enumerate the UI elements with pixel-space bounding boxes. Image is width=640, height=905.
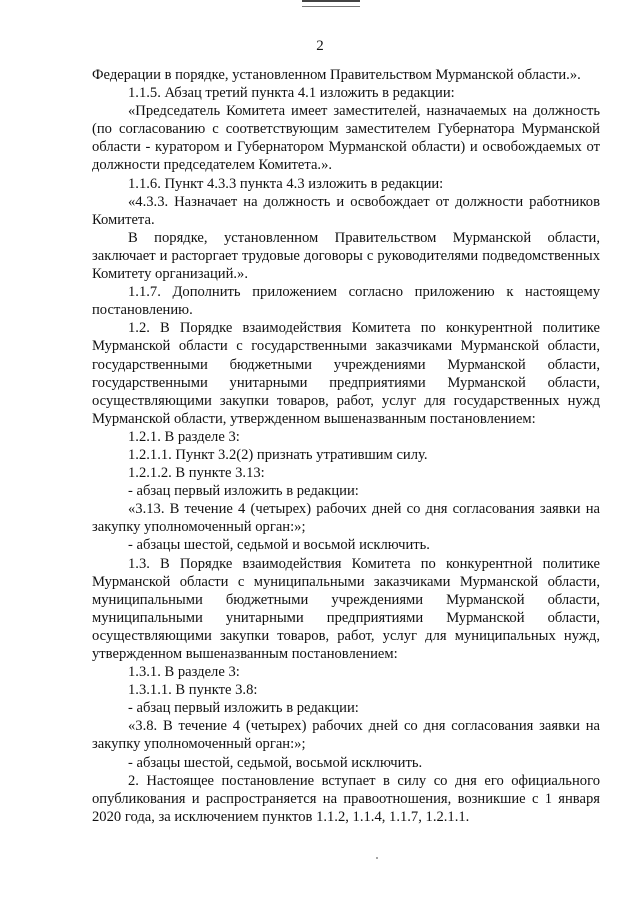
scan-artifact-mark — [302, 0, 360, 7]
paragraph-14: - абзацы шестой, седьмой и восьмой исключить. — [128, 537, 430, 554]
paragraph-11: 1.2.1.2. В пункте 3.13: — [128, 465, 265, 482]
paragraph-8: 1.2. В Порядке взаимодействия Комитета по конкурентной политике Мурманской области с государственными заказчиками Мурманской области, государственными бюджетными учреждениями Мурманской области, государственными унитарными предприятиями Мурманской области, осуществляющими закупки товаров, работ, услуг для государственных нужд Мурманской области, утвержденном вышеназванным постановлением: — [92, 320, 600, 427]
paragraph-12: - абзац первый изложить в редакции: — [128, 483, 359, 500]
paragraph-13: «3.13. В течение 4 (четырех) рабочих дней со дня согласования заявки на закупку уполномоченный орган:»; — [92, 501, 600, 536]
paragraph-17: 1.3.1.1. В пункте 3.8: — [128, 682, 258, 699]
paragraph-19: «3.8. В течение 4 (четырех) рабочих дней со дня согласования заявки на закупку уполномоченный орган:»; — [92, 718, 600, 753]
paragraph-10: 1.2.1.1. Пункт 3.2(2) признать утратившим силу. — [128, 446, 428, 463]
paragraph-6: В порядке, установленном Правительством Мурманской области, заключает и расторгает трудовые договоры с руководителями подведомственных Комитету организаций.». — [92, 229, 600, 283]
paragraph-15: 1.3. В Порядке взаимодействия Комитета по конкурентной политике Мурманской области с муниципальными заказчиками Мурманской области, муниципальными бюджетными учреждениями Мурманской области, муниципальными унитарными предприятиями Мурманской области, осуществляющими закупки товаров, работ, услуг для муниципальных нужд, утвержденном вышеназванным постановлением: — [92, 555, 600, 662]
paragraph-5: «4.3.3. Назначает на должность и освобождает от должности работников Комитета. — [92, 193, 600, 228]
paragraph-16: 1.3.1. В разделе 3: — [128, 664, 240, 681]
paragraph-1: Федерации в порядке, установленном Правительством Мурманской области.». — [92, 67, 581, 83]
paragraph-9: 1.2.1. В разделе 3: — [128, 428, 240, 445]
scan-speck — [376, 857, 378, 859]
paragraph-18: - абзац первый изложить в редакции: — [128, 700, 359, 717]
paragraph-2: 1.1.5. Абзац третий пункта 4.1 изложить в редакции: — [128, 85, 455, 102]
paragraph-20: - абзацы шестой, седьмой, восьмой исключить. — [128, 754, 423, 771]
paragraph-7: 1.1.7. Дополнить приложением согласно приложению к настоящему постановлению. — [92, 284, 600, 319]
paragraph-21: 2. Настоящее постановление вступает в силу со дня его официального опубликования и распространяется на правоотношения, возникшие с 1 января 2020 года, за исключением пунктов 1.1.2, 1.1.4, 1.1.7, 1.2.1.1. — [92, 772, 600, 825]
document-body — [92, 66, 600, 826]
paragraph-3: «Председатель Комитета имеет заместителей, назначаемых на должность (по согласованию с соответствующим заместителем Губернатора Мурманской области - куратором и Губернатором Мурманской области) и освобождаемых от должности председателем Комитета.». — [92, 103, 600, 174]
paragraph-4: 1.1.6. Пункт 4.3.3 пункта 4.3 изложить в редакции: — [128, 175, 444, 192]
page-number: 2 — [316, 38, 324, 54]
